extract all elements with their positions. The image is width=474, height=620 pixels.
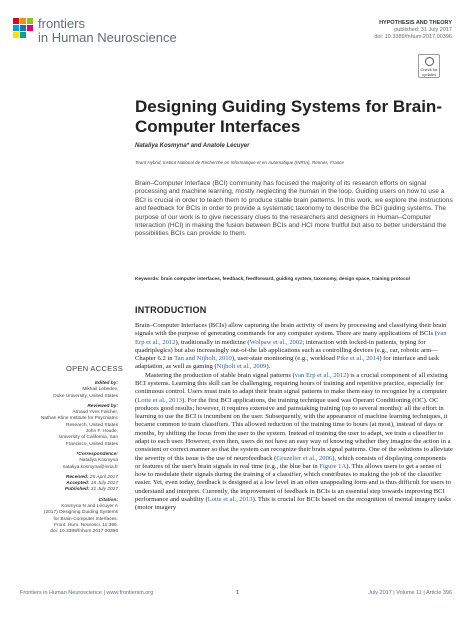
editor-affil: Duke University, United States <box>53 393 118 399</box>
citation-line: Kosmyna N and Lécuyer A <box>61 504 118 510</box>
footer-volume: July 2017 | Volume 11 | Article 396 <box>368 590 452 596</box>
citation-link[interactable]: Tan and Nijholt, 2010 <box>174 355 232 363</box>
correspondence-label: *Correspondence: <box>76 451 118 457</box>
citation-link[interactable]: van Erp et al., 2012 <box>294 371 347 379</box>
received-date: 25 April 2017 <box>89 474 118 480</box>
intro-paragraph-1: Brain–Computer Interfaces (BCIs) allow capturing the brain activity of users by processing and classifying their brain signals with the purpose of generating commands for any computer system. There are many applications of BCIs (van Erp et al., 2012), traditionally in medicine (Wolpaw et al., 2002; interaction with locked-in patients, typing for quadriplegics) but also increasingly out-of-the lab applications such as controlling devices (e.g., car, robotic arm—Chapter 6.2 in Tan and Nijholt, 2010), user-state monitoring (e.g., workload Pike et al., 2014) for interface and task adaptation, as well as gaming (Nijholt et al., 2009). <box>135 322 447 371</box>
intro-paragraph-2: Mastering the production of stable brain signal patterns (van Erp et al., 2012) is a crucial component of all existing BCI systems. Learning this skill can be challenging, requiring hours of training and repetitive practice, especially for continuous control. Users must train to adapt their brain signal patterns to make them easy to recognize by a computer (Lotte et al., 2013). For the first BCI applications, the training technique used was Operant Conditioning (OC). OC produces good results; however, it requires extensive and painstaking training (up to several months): all the effort in learning to use the BCI is incumbent on the user. Subsequently, with the appearance of machine learning techniques, it became common to train classifiers. This allowed reduction of the training time to hours (at most), instead of days or months, by shifting the focus from the user to the system. Instead of training the user to adapt, we train a classifier to adapt to each user. However, even then, users do not have an easy way of knowing whether they imagine the action in a consistent or correct manner so that the system can recognize their brain signal patterns. One of the solutions to alleviate the severity of this issue is the use of neurofeedback (Gruzelier et al., 2006), which consists of displaying components or features of the user's brain signals in real time (e.g., the blue bar in Figure 1A). This allows users to get a sense of how to modulate their signals during the training of a classifier, which contributes to making the job of the classifier easier. Yet, even today, feedback is designed at a low level in an often unappealing form and is thus difficult for users to understand and interpret. Currently, the improvement of feedback in BCIs is an essential step towards improving BCI performance and usability (Lotte et al., 2013). This is crucial for BCIs based on the recognition of mental imagery tasks (motor imagery <box>135 371 453 512</box>
correspondence-name: Nataliya Kosmyna <box>79 458 118 464</box>
affiliation: Team Hybrid, Institut National de Recherche en Informatique et en Automatique (INRIA), Rennes, France <box>135 160 345 165</box>
reviewer-line: Nathan Kline Institute for Psychiatric <box>40 416 118 422</box>
citation-doi[interactable]: doi: 10.3389/fnhum.2017.00396 <box>50 529 118 535</box>
published-date-side: 31 July 2017 <box>90 487 118 493</box>
reviewer-line: Francisco, United States <box>65 441 118 447</box>
footer-journal: Frontiers in Human Neuroscience | www.frontiersin.org <box>20 590 154 596</box>
reviewed-label: Reviewed by: <box>87 403 118 409</box>
article-type: HYPOTHESIS AND THEORY <box>379 20 452 26</box>
check-for-updates-badge[interactable] <box>418 54 440 78</box>
citation-link[interactable]: van Erp et al., 2012 <box>135 330 447 346</box>
citation-line: (2017) Designing Guiding Systems <box>43 510 118 516</box>
reviewer-line: John F. Houde, <box>85 429 118 435</box>
page-number: 1 <box>236 590 240 596</box>
citation-link[interactable]: Lotte et al., 2013 <box>137 396 183 404</box>
open-access-label: OPEN ACCESS <box>66 364 124 373</box>
badge-label-2: updates <box>421 72 437 77</box>
citation-label: Citation: <box>98 497 118 503</box>
badge-label-1: Check for <box>420 67 438 72</box>
article-info-sidebar <box>20 381 118 536</box>
keywords-text: brain computer interfaces, feedback, feedforward, guiding system, taxonomy, design space, training protocol <box>160 277 411 282</box>
journal-subtitle: in Human Neuroscience <box>38 30 177 45</box>
citation-line: Front. Hum. Neurosci. 11:396. <box>54 522 118 528</box>
received-label: Received: <box>65 474 89 480</box>
reviewer-line: University of California, San <box>58 435 118 441</box>
section-heading-introduction: INTRODUCTION <box>135 305 207 315</box>
article-title: Designing Guiding Systems for Brain-Computer Interfaces <box>135 97 442 136</box>
journal-name: frontiers <box>38 16 85 31</box>
accepted-date: 18 July 2017 <box>90 481 118 487</box>
published-date: published: 31 July 2017 <box>394 27 452 33</box>
doi-link[interactable]: doi: 10.3389/fnhum.2017.00396 <box>374 34 452 40</box>
authors: Nataliya Kosmyna* and Anatole Lécuyer <box>135 143 250 149</box>
edited-label: Edited by: <box>94 381 118 386</box>
citation-link[interactable]: Wolpaw et al., 2002 <box>249 338 303 346</box>
check-updates-icon <box>425 57 434 66</box>
editor-name: Mikhail Lebedev, <box>82 387 118 393</box>
frontiers-logo-icon <box>12 17 34 39</box>
accepted-label: Accepted: <box>66 481 90 487</box>
correspondence-email[interactable]: nataliya.kosmyna@inria.fr <box>62 464 118 470</box>
figure-link[interactable]: Figure 1A <box>319 462 347 470</box>
article-meta-header <box>374 20 452 41</box>
citation-link[interactable]: Gruzelier et al., 2006 <box>276 454 333 462</box>
citation-link[interactable]: Pike et al., 2014 <box>336 355 380 363</box>
citation-link[interactable]: Nijholt et al., 2009 <box>216 363 267 371</box>
keywords-label: Keywords: <box>135 277 160 282</box>
introduction-body <box>135 322 453 512</box>
reviewer-line: Research, United States <box>66 422 118 428</box>
keywords <box>135 277 453 283</box>
published-label: Published: <box>64 487 90 493</box>
citation-link[interactable]: Lotte et al., 2013 <box>207 495 253 503</box>
reviewer-line: Arnaud Yves Falcher, <box>72 410 118 416</box>
citation-line: for Brain-Computer Interfaces. <box>53 516 118 522</box>
abstract: Brain–Computer Interface (BCI) community has focused the majority of its research efforts on signal processing and machine learning, mostly neglecting the human in the loop. Guiding users on how to use a BCI is crucial in order to teach them to produce stable brain patterns. In this work, we explore the instructions and feedback for BCIs in order to provide a systematic taxonomy to describe the BCI guiding systems. The purpose of our work is to give necessary clues to the researchers and designers in Human–Computer Interaction (HCI) in making the fusion between BCIs and HCI more fruitful but also to better understand the possibilities BCIs can provide to them. <box>135 180 453 238</box>
